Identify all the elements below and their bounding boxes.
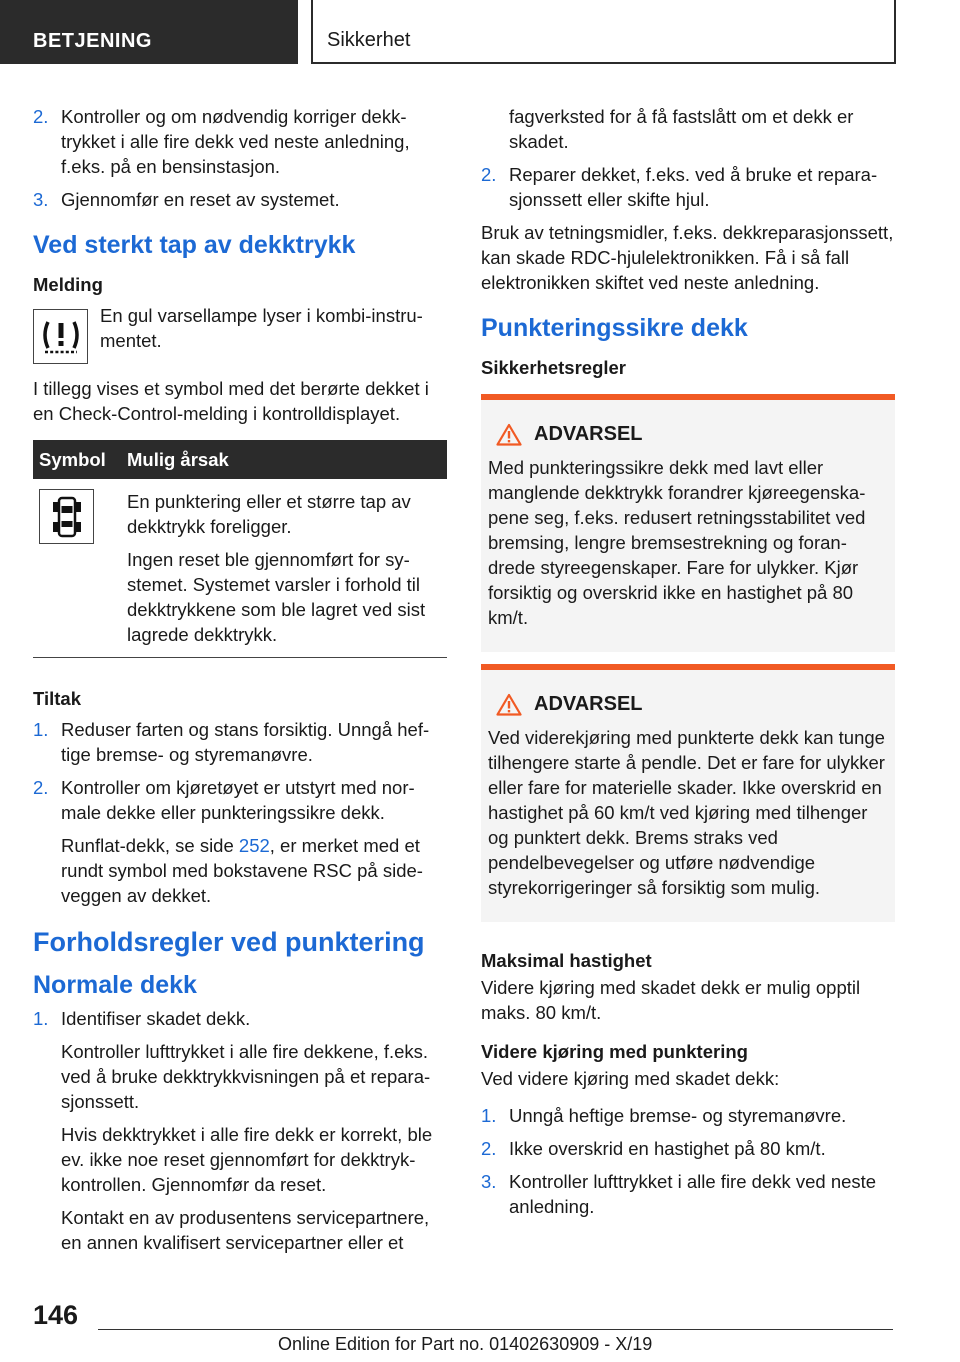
heading-loss: Ved sterkt tap av dekktrykk — [33, 231, 356, 259]
list-item: 2. Kontroller og om nødvendig korriger dekktrykket i alle fire dekk ved neste anledning, f.eks. på en bensinstasjon. — [33, 106, 410, 177]
cause-1: En punktering eller et større tap av dekktrykk foreligger. — [127, 491, 411, 537]
warning-title: ADVARSEL — [534, 693, 643, 715]
max-speed-text: Videre kjøring med skadet dekk er mulig opptil maks. 80 km/t. — [481, 977, 861, 1023]
continue-text: Ved videre kjøring med skadet dekk: — [481, 1068, 780, 1089]
left-column — [33, 104, 447, 1263]
melding-text: En gul varsellampe lyser i kombi-instrumentet. — [100, 305, 423, 351]
col-cause: Mulig årsak — [121, 440, 447, 479]
list-item: 3. Kontroller lufttrykket i alle fire dekk ved neste anledning. — [481, 1171, 877, 1217]
max-speed-label: Maksimal hastighet — [481, 950, 652, 971]
footer-edition: Online Edition for Part no. 01402630909 - X/19 — [278, 1334, 653, 1354]
list-item: 2. Ikke overskrid en hastighet på 80 km/t. — [481, 1138, 826, 1159]
addition-text: I tillegg vises et symbol med det berørte dekket i en Check-Control-melding i kontrolldisplayet. — [33, 378, 429, 424]
page-link[interactable]: 252 — [238, 835, 270, 856]
normal-1b: Hvis dekktrykket i alle fire dekk er korrekt, ble ev. ikke noe reset gjennomført for dekktrykkontrollen. Gjennomfør da reset. — [61, 1124, 433, 1195]
warning-box — [481, 664, 895, 922]
runflat-text: Runflat-dekk, se side 252, er merket med et rundt symbol med bokstavene RSC på sideveggen av dekket. — [61, 835, 423, 906]
list-item: 1. Unngå heftige bremse- og styremanøvre. — [481, 1105, 847, 1126]
list-item: 1. Reduser farten og stans forsiktig. Unngå heftige bremse- og styremanøvre. — [33, 719, 430, 765]
symbol-table — [33, 440, 447, 658]
warning-box — [481, 394, 895, 652]
normal-1c: Kontakt en av produsentens servicepartnere, en annen kvalifisert servicepartner eller et — [61, 1207, 430, 1253]
page-number: 146 — [33, 1300, 79, 1330]
tiltak-label: Tiltak — [33, 688, 81, 709]
heading-normal: Normale dekk — [33, 971, 197, 999]
right-column — [481, 104, 895, 1227]
header-section: BETJENING — [0, 0, 298, 64]
list-item: 1. Identifiser skadet dekk. — [33, 1008, 251, 1029]
car-tire-diagram-icon — [39, 489, 94, 544]
heading-runflat: Punkteringssikre dekk — [481, 314, 748, 342]
list-item: 3. Gjennomfør en reset av systemet. — [33, 189, 340, 210]
footer-divider — [98, 1329, 893, 1330]
col-symbol: Symbol — [33, 440, 121, 479]
heading-precautions: Forholdsregler ved punktering — [33, 927, 425, 957]
sealant-text: Bruk av tetningsmidler, f.eks. dekkreparasjonssett, kan skade RDC-hjulelektronikken. Få i så fall elektronikken skiftet ved neste anledning. — [481, 222, 894, 293]
warning-triangle-icon — [496, 693, 522, 716]
warning-text: Med punkteringssikre dekk med lavt eller manglende dekktrykk forandrer kjøreegenskapene seg, f.eks. redusert retningsstabilitet ved bremsing, lengre bremsestrekning og forandrede styreegenskaper. Fare for ulykker. Kjør forsiktig og overskrid ikke en hastighet på 80 km/t. — [488, 457, 866, 628]
warning-title: ADVARSEL — [534, 423, 643, 445]
warning-text: Ved viderekjøring med punkterte dekk kan tunge tilhengere starte å pendle. Det er fare for ulykker eller fare for materielle skader. Ikke overskrid en hastighet på 60 km/t ved kjøring med tilhenger og punktert dekk. Brems straks ved pendelbevegelser og utføre nødvendige styrekorrigeringer så forsiktig som mulig. — [488, 727, 885, 898]
table-row — [33, 479, 447, 658]
header-topic: Sikkerhet — [311, 0, 896, 64]
list-item: 2. Reparer dekket, f.eks. ved å bruke et reparasjonssett eller skifte hjul. — [481, 164, 878, 210]
tire-pressure-warning-icon — [33, 309, 88, 364]
cont-text: fagverksted for å få fastslått om et dekk er skadet. — [509, 106, 854, 152]
safety-label: Sikkerhetsregler — [481, 357, 627, 378]
melding-block — [33, 303, 447, 364]
list-item: 2. Kontroller om kjøretøyet er utstyrt med normale dekke eller punkteringssikre dekk. — [33, 777, 415, 823]
normal-1a: Kontroller lufttrykket i alle fire dekkene, f.eks. ved å bruke dekktrykkvisningen på et reparasjonssett. — [61, 1041, 431, 1112]
warning-triangle-icon — [496, 423, 522, 446]
melding-label: Melding — [33, 274, 103, 295]
cause-2: Ingen reset ble gjennomført for systemet. Systemet varsler i forhold til dekktrykkene som ble lagret ved sist lagrede dekktrykk. — [127, 549, 426, 645]
continue-label: Videre kjøring med punktering — [481, 1041, 748, 1062]
